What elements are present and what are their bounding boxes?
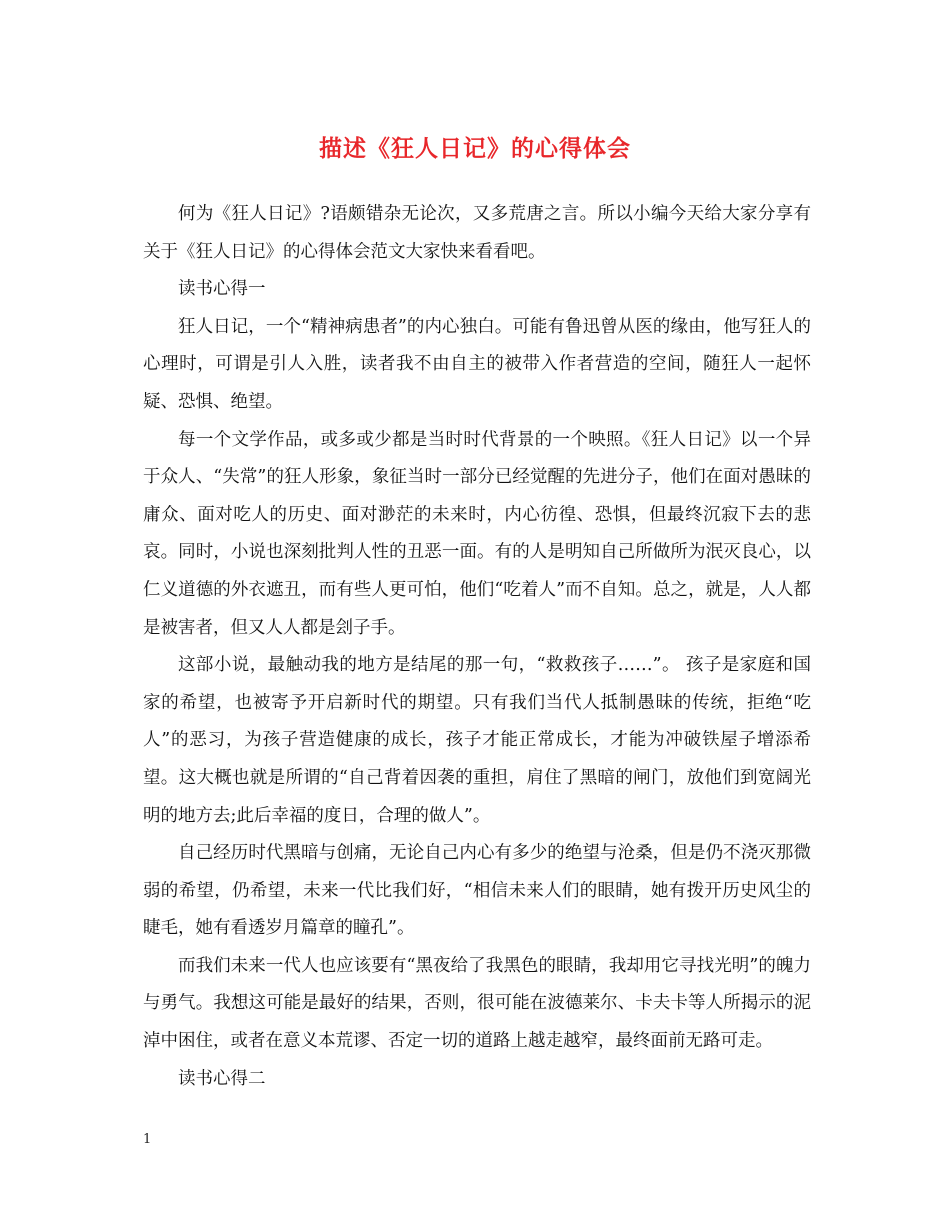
section-heading-one: 读书心得一 [178, 279, 266, 300]
body-paragraph: 而我们未来一代人也应该要有“黑夜给了我黑色的眼睛，我却用它寻找光明”的魄力与勇气。我想这可能是最好的结果，否则，很可能在波德莱尔、卡夫卡等人所揭示的泥淖中困住，或者在意义本荒谬、否定一切的道路上越走越窄，最终面前无路可走。 [143, 955, 811, 1052]
section-heading-two: 读书心得二 [178, 1068, 266, 1089]
body-paragraph: 这部小说，最触动我的地方是结尾的那一句，“救救孩子……”。 孩子是家庭和国家的希望，也被寄予开启新时代的期望。只有我们当代人抵制愚昧的传统，拒绝“吃人”的恶习，为孩子营造健康的成长，孩子才能正常成长，才能为冲破铁屋子增添希望。这大概也就是所谓的“自己背着因袭的重担，肩住了黑暗的闸门，放他们到宽阔光明的地方去;此后幸福的度日，合理的做人”。 [143, 655, 811, 826]
document-body [143, 196, 811, 1098]
body-paragraph: 自己经历时代黑暗与创痛，无论自己内心有多少的绝望与沧桑，但是仍不浇灭那微弱的希望，仍希望，未来一代比我们好，“相信未来人们的眼睛，她有拨开历史风尘的睫毛，她有看透岁月篇章的瞳孔”。 [143, 843, 811, 939]
page-title: 描述《狂人日记》的心得体会 [319, 135, 631, 162]
intro-paragraph: 何为《狂人日记》?语颇错杂无论次，又多荒唐之言。所以小编今天给大家分享有关于《狂人日记》的心得体会范文大家快来看看吧。 [143, 204, 811, 262]
body-paragraph: 每一个文学作品，或多或少都是当时时代背景的一个映照。《狂人日记》以一个异于众人、“失常”的狂人形象，象征当时一部分已经觉醒的先进分子，他们在面对愚昧的庸众、面对吃人的历史、面对渺茫的未来时，内心彷徨、恐惧，但最终沉寂下去的悲哀。同时，小说也深刻批判人性的丑恶一面。有的人是明知自己所做所为泯灭良心，以仁义道德的外衣遮丑，而有些人更可怕，他们“吃着人”而不自知。总之，就是，人人都是被害者，但又人人都是刽子手。 [143, 429, 811, 638]
page-number: 1 [143, 1132, 152, 1147]
body-paragraph: 狂人日记，一个“精神病患者”的内心独白。可能有鲁迅曾从医的缘由，他写狂人的心理时，可谓是引人入胜，读者我不由自主的被带入作者营造的空间，随狂人一起怀疑、恐惧、绝望。 [143, 316, 811, 412]
